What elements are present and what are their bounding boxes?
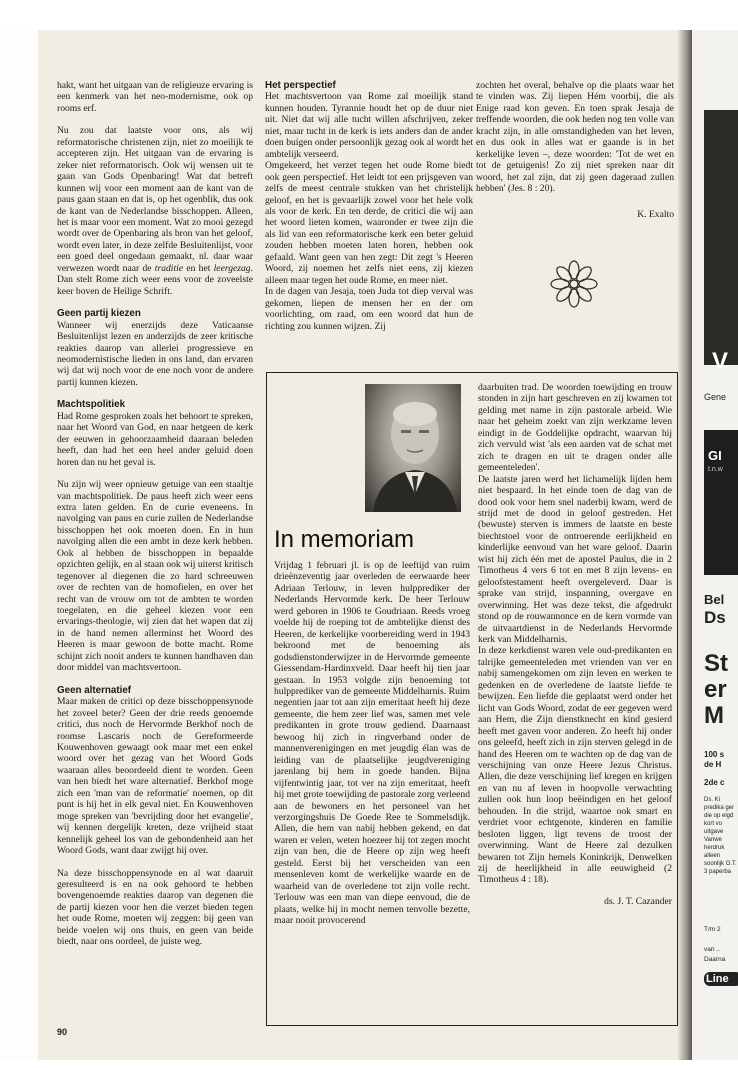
paragraph: Nu zijn wij weer opnieuw getuige van een staaltje van machtspolitiek. De paus heeft zich weer eens extra laten gelden. En de curie eveneens. In navolging van paus en curie zullen de Nederlandse bisschoppen het ook moeten doen. En in hun navolging allen die een ambt in deze kerk hebben. Ook al hebben de bisschoppen in bepaalde opzichten gelijk, en al staan ook wij uiterst kritisch tegenover al diegenen die zo hard schreeuwen over de rechten van de homofielen, en over het recht van de vrouw om tot de ambten te worden toegelaten, en die geheel kiezen voor een ervarings-theologie, wij zien dat het wapen dat zij in de hand nemen allerminst het Woord des Heeren is maar gewoon de botte macht. Rome schijnt zich nooit anders te kunnen handhaven dan door middel van machtsvertoon. (57, 479, 253, 674)
memoriam-title: In memoriam (274, 526, 415, 553)
paragraph: Omgekeerd, het verzet tegen het oude Rome biedt ook geen perspectief. Het leidt tot een prijsgeven van zelfs de meest centrale stukken van het christelijk geloof, en het is gevaarlijk zowel voor het hele volk als voor de kerk. En ten derde, de critici die wij aan het woord lieten komen, waaronder er twee zijn die als lid van een reformatorische kerk een beter geluid zouden hebben moeten laten horen, hebben ook gefaald. Want geen van hen zegt: Dit zegt 's Heeren Woord, zij noemen het zelfs niet eens, zij kiezen alleen maar tegen het oude Rome, en meer niet. (265, 160, 473, 286)
section-heading: Machtspolitiek (57, 399, 126, 411)
portrait-photo (365, 384, 461, 512)
page-margin (0, 30, 38, 1060)
adjacent-text: Bel (704, 592, 725, 607)
paragraph: Had Rome gesproken zoals het behoort te spreken, naar het Woord van God, en naar hetgeen de kerk der eeuwen in gehoorzaamheid daaraan beleden heeft, dan had het een heel ander geluid doen horen dan nu het geval is. (57, 410, 253, 468)
adjacent-text: van .. (704, 946, 720, 953)
article-column-2 (265, 80, 473, 332)
adjacent-text: M (704, 702, 724, 729)
adjacent-text: Ds (704, 608, 726, 627)
paragraph: daarbuiten trad. De woorden toewijding en trouw stonden in zijn hart geschreven en zij kwamen tot gelding met name in zijn pastorale arbeid. Wie naar het geheim zoekt van zijn werkzame leven eindigt in de Goddelijke opdracht, waarvan hij zich vervuld wist 'als een aarden vat de schat met zich te dragen en uit te dragen onder alle gemeenteleden'. (478, 382, 672, 474)
page-gutter (678, 30, 692, 1060)
adjacent-text: Ds. Ki predika ger die op elgd kort vo uitgave Vanwe herdruk alleen soonlijk O.T. 3 paperba (704, 797, 737, 875)
paragraph-text: . Dan stelt Rome zich weer eens voor de zoveelste keer boven de Heilige Schrift. (57, 262, 253, 297)
article-column-1 (57, 80, 253, 959)
author-signature: K. Exalto (637, 208, 674, 220)
paragraph: Wanneer wij enerzijds deze Vaticaanse Besluitenlijst lezen en anderzijds de zeer kritische reakties daarop van allerlei progressieve en neomodernistische lieden in ons land, dan ervaren wij dat wij noch voor de ene noch voor de andere partij kunnen kiezen. (57, 319, 253, 388)
section-heading: Geen partij kiezen (57, 308, 141, 320)
adjacent-text: T/m 2 (704, 926, 721, 933)
adjacent-page-photo (704, 110, 738, 365)
adjacent-text: 100 s (704, 750, 725, 759)
adjacent-logo: Line (704, 972, 738, 986)
paragraph: Het machtsvertoon van Rome zal moeilijk stand kunnen houden. Tyrannie houdt het op de duur niet uit. Niet dat wij alle tucht willen afschrijven, zeker niet, maar tucht in de kerk is iets anders dan de ander doen buigen onder persoonlijk gezag ook al wordt het ambtelijk verseerd. (265, 91, 473, 160)
flower-ornament-icon (548, 258, 600, 310)
paragraph: Maar maken de critici op deze bisschoppensynode het zoveel beter? Geen der drie reeds genoemde critici, dus noch de Hervormde Berkhof noch de roomse Lascaris noch de Gereformeerde Kouwenhoven gewaagt ook maar met een enkel woord over het gezag van het Woord Gods waaraan alles beoordeeld dient te worden. Geen van hen biedt het ware alternatief. Berkhof moge zich een 'man van de reformatie' noemen, op dit punt is hij het in elk geval niet. En Kouwenhoven moge spreken van 'bevrijding door het evangelie', wij kennen dergelijk kreten, deze vrijheid staat kennelijk geheel los van de gebondenheid aan het Woord Gods, want daar zwijgt hij over. (57, 696, 253, 857)
article-column-3 (476, 80, 674, 220)
page-number: 90 (57, 1027, 68, 1037)
adjacent-text: Gene (704, 392, 727, 402)
paragraph: In de dagen van Jesaja, toen Juda tot diep verval was gekomen, liepen de mensen her en der om voorlichting, om raad, om een woord dat hun de richting zou kunnen wijzen. Zij (265, 286, 473, 332)
paragraph: In deze kerkdienst waren vele oud-predikanten en talrijke gemeenteleden met vrienden van ver en nabij samengekomen om zijn leven en werken te gedenken en de overledene de laatste liefde te bewijzen. Een liefde die geplaatst werd onder het licht van Gods Woord, zodat de eer gegeven werd aan Hem, die Zijn dienstknecht en kind gesierd heeft met gaven voor anderen. Zo heeft hij onder ons geleefd, heeft zich in zijn sterven gelegd in de hand des Heeren om te wachten op de dag van de verschijning van onze Heere Jezus Christus. Allen, die deze verschijning lief kregen en krijgen en van nu af leven in hoopvolle verwachting zullen ook hun loop beëindigen en het geloof behouden. In die strijd, waartoe ook smart en verdriet voor echtgenote, kinderen en familie besloten liggen, ligt tevens de troost der overwinning. Want de Heere zal dezulken bewaren tot Zijn hemels Koninkrijk, Denwelken zij de heerlijkheid in alle eeuwigheid (2 Timotheus 4 : 18). (478, 645, 672, 886)
memoriam-column-left (274, 560, 470, 927)
paragraph (57, 125, 253, 297)
emphasis-text: leergezag (213, 262, 251, 274)
adjacent-text: GI (708, 448, 722, 463)
emphasis-text: traditie (154, 262, 184, 274)
paragraph: De laatste jaren werd het lichamelijk lijden hem niet bespaard. In het einde toen de dag van de dood ook voor hem snel naderbij kwam, werd de strijd met de dood in geloof gestreden. Het (bewuste) sterven is immers de laatste en beste biechtstoel voor de ontroerende eerlijkheid en kinderlijke eenvoud van het ware geloof. Daarin wist hij zich één met de apostel Paulus, die in 2 Timotheus 4 vers 6 tot en met 8 zijn levens- en geloofstestament heeft overgeleverd. Daar is sprake van strijd, inspanning, overgave en overwinning. Het was deze tekst, die afgedrukt stond op de rouwannonce en de kern vormde van de uitvaartdienst in de Nederlands Hervormde kerk van Middelharnis. (478, 473, 672, 645)
adjacent-text: Daarna (704, 956, 726, 963)
adjacent-text: St (704, 650, 728, 677)
memoriam-column-right (478, 382, 672, 907)
paragraph: Na deze bisschoppensynode en al wat daaruit geresulteerd is en na ook gehoord te hebben bovengenoemde reakties daarop van degenen die de partij kiezen voor hen die verzet bieden tegen het oude Rome, moeten wij zeggen: bij geen van beide voelen wij ons thuis, en geen van beide biedt, naar ons oordeel, de juiste weg. (57, 867, 253, 948)
adjacent-text: de H (704, 760, 722, 769)
adjacent-text: t.n.w (708, 466, 723, 473)
adjacent-text: 2de c (704, 778, 725, 787)
paragraph: hakt, want het uitgaan van de religieuze ervaring is een kenmerk van het neo-modernisme, ook op rooms erf. (57, 80, 253, 114)
section-heading: Het perspectief (265, 80, 336, 91)
author-signature: ds. J. T. Cazander (604, 895, 672, 907)
paragraph-text: Nu zou dat laatste voor ons, als wij reformatorische christenen zijn, niet zo moeilijk te accepteren zijn. Het uitgaan van de ervaring is zeker niet reformatorisch. Ook wij wensen uit te gaan van Gods Openbaring! Wat dat betreft kunnen wij voor een moment aan de kant van de paus gaan staan en dat is, op het ogenblik, dus ook de kant van de Nederlandse bisschoppen. Alleen, het is maar voor een moment. Wat zo mooi gezegd wordt over de Openbaring als bron van het geloof, wordt even later, in deze zelfde Besluitenlijst, voor een goed deel ongedaan gemaakt, nl. daar waar verwezen wordt naar de (57, 125, 253, 274)
paragraph: zochten het overal, behalve op die plaats waar het te vinden was. Zij liepen Hém voorbij, die als Enige raad kon geven. En toen sprak Jesaja de treffende woorden, die ook heden nog ten volle van kracht zijn, in alle omstandigheden van het leven, en dus ook in alles wat er gaande is in het kerkelijke leven –, deze woorden: 'Tot de wet en tot de getuigenis! Zo zij niet spreken naar dit woord, het zal zijn, dat zij geen dageraad zullen hebben' (Jes. 8 : 20). (476, 80, 674, 195)
paragraph: Vrijdag 1 februari jl. is op de leeftijd van ruim drieënzeventig jaar overleden de eerwaarde heer Adriaan Terlouw, in leven hulpprediker der Nederlands Hervormde kerk. De heer Terlouw werd geboren in 1906 te Goudriaan. Reeds vroeg voelde hij de roeping tot de ambtelijke dienst des Heeren, de kerkelijke voorbereiding werd in 1943 bekroond met de benoeming als godsdienstonderwijzer in de Hervormde gemeente Giessendam-Hardinxveld. Daar heeft hij tien jaar gestaan. In 1953 volgde zijn benoeming tot hulpprediker van de gemeente Middelharnis. Ruim negentien jaar tot aan zijn emeritaat heeft hij deze gemeente, die hem zeer lief was, samen met vele predikanten in grote trouw gediend. Daarnaast bewoog hij zich in ringverband onder de mannenverenigingen en met jeugdig élan was de leiding van de plaatselijke jeugdvereniging jarenlang bij hem in goede handen. Bijna vijfentwintig jaar, tot ver na zijn emeritaat, heeft hij met grote toewijding de pastorale zorg verleend aan de bewoners en het personeel van het verzorgingshuis De Goede Ree te Sommelsdijk. Allen, die hem van nabij hebben gekend, en dat waren er velen, weten hoezeer hij tot zegen mocht zijn van hen, die de Heere op zijn weg heeft gesteld. Eerst bij het verscheiden van een mensenleven komt de werkelijke waarde en de waarheid van de overledene tot zijn volle recht. Terlouw was een man van diepe eenvoud, die de plaats, welke hij in mocht nemen tenvolle bezette, maar nooit provocerend (274, 560, 470, 927)
adjacent-text: er (704, 676, 727, 703)
adjacent-headline: V (712, 348, 729, 375)
section-heading: Geen alternatief (57, 684, 132, 696)
paragraph-text: en het (183, 262, 214, 274)
